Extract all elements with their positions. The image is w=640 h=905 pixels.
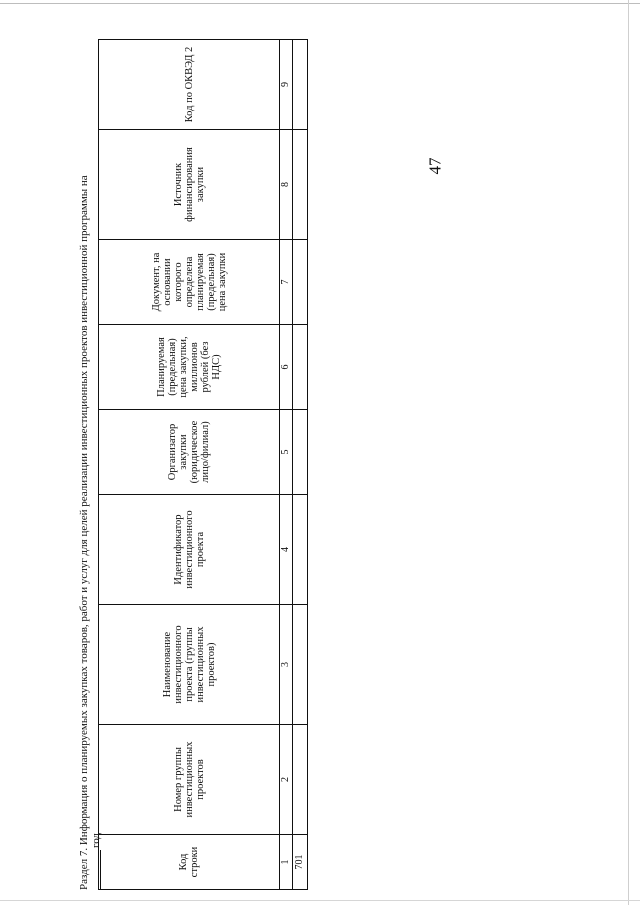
header-cell: Источник финансирования закупки xyxy=(99,130,280,240)
column-number: 9 xyxy=(280,40,293,130)
page-edge-bottom xyxy=(0,900,640,901)
column-number: 3 xyxy=(280,605,293,725)
table-cell xyxy=(293,325,308,410)
table-cell xyxy=(293,725,308,835)
column-number: 4 xyxy=(280,495,293,605)
column-number: 2 xyxy=(280,725,293,835)
column-number: 5 xyxy=(280,410,293,495)
table-cell xyxy=(293,605,308,725)
page-number xyxy=(415,156,455,176)
header-cell: Организатор закупки (юридическое лицо/филиал) xyxy=(99,410,280,495)
section-heading xyxy=(78,40,90,890)
column-number: 6 xyxy=(280,325,293,410)
column-number: 1 xyxy=(280,835,293,890)
table-row xyxy=(293,40,308,890)
page-number-text: 47 xyxy=(425,157,444,175)
page-edge-top xyxy=(0,3,640,4)
table-cell xyxy=(293,130,308,240)
header-cell: Код строки xyxy=(99,835,280,890)
header-cell: Планируемая (предельная) цена закупки, миллионов рублей (без НДС) xyxy=(99,325,280,410)
table-cell xyxy=(293,495,308,605)
heading-year-suffix: год xyxy=(90,832,102,848)
header-cell: Номер группы инвестиционных проектов xyxy=(99,725,280,835)
table-cell xyxy=(293,240,308,325)
header-cell: Код по ОКВЭД 2 xyxy=(99,40,280,130)
header-cell: Документ, на основании которого определена планируемая (предельная) цена закупки xyxy=(99,240,280,325)
header-cell: Идентификатор инвестиционного проекта xyxy=(99,495,280,605)
rotated-page-content xyxy=(78,40,328,890)
table-cell xyxy=(293,40,308,130)
page-edge-right xyxy=(628,0,629,905)
header-row xyxy=(99,40,280,890)
column-number: 8 xyxy=(280,130,293,240)
procurement-table xyxy=(98,39,308,890)
row-code: 701 xyxy=(293,835,308,890)
table-cell xyxy=(293,410,308,495)
header-cell: Наименование инвестиционного проекта (группы инвестиционных проектов) xyxy=(99,605,280,725)
section-heading-text: Раздел 7. Информация о планируемых закупках товаров, работ и услуг для целей реализации инвестиционных проектов инвестиционной программы на xyxy=(78,175,90,890)
column-number-row xyxy=(280,40,293,890)
column-number: 7 xyxy=(280,240,293,325)
